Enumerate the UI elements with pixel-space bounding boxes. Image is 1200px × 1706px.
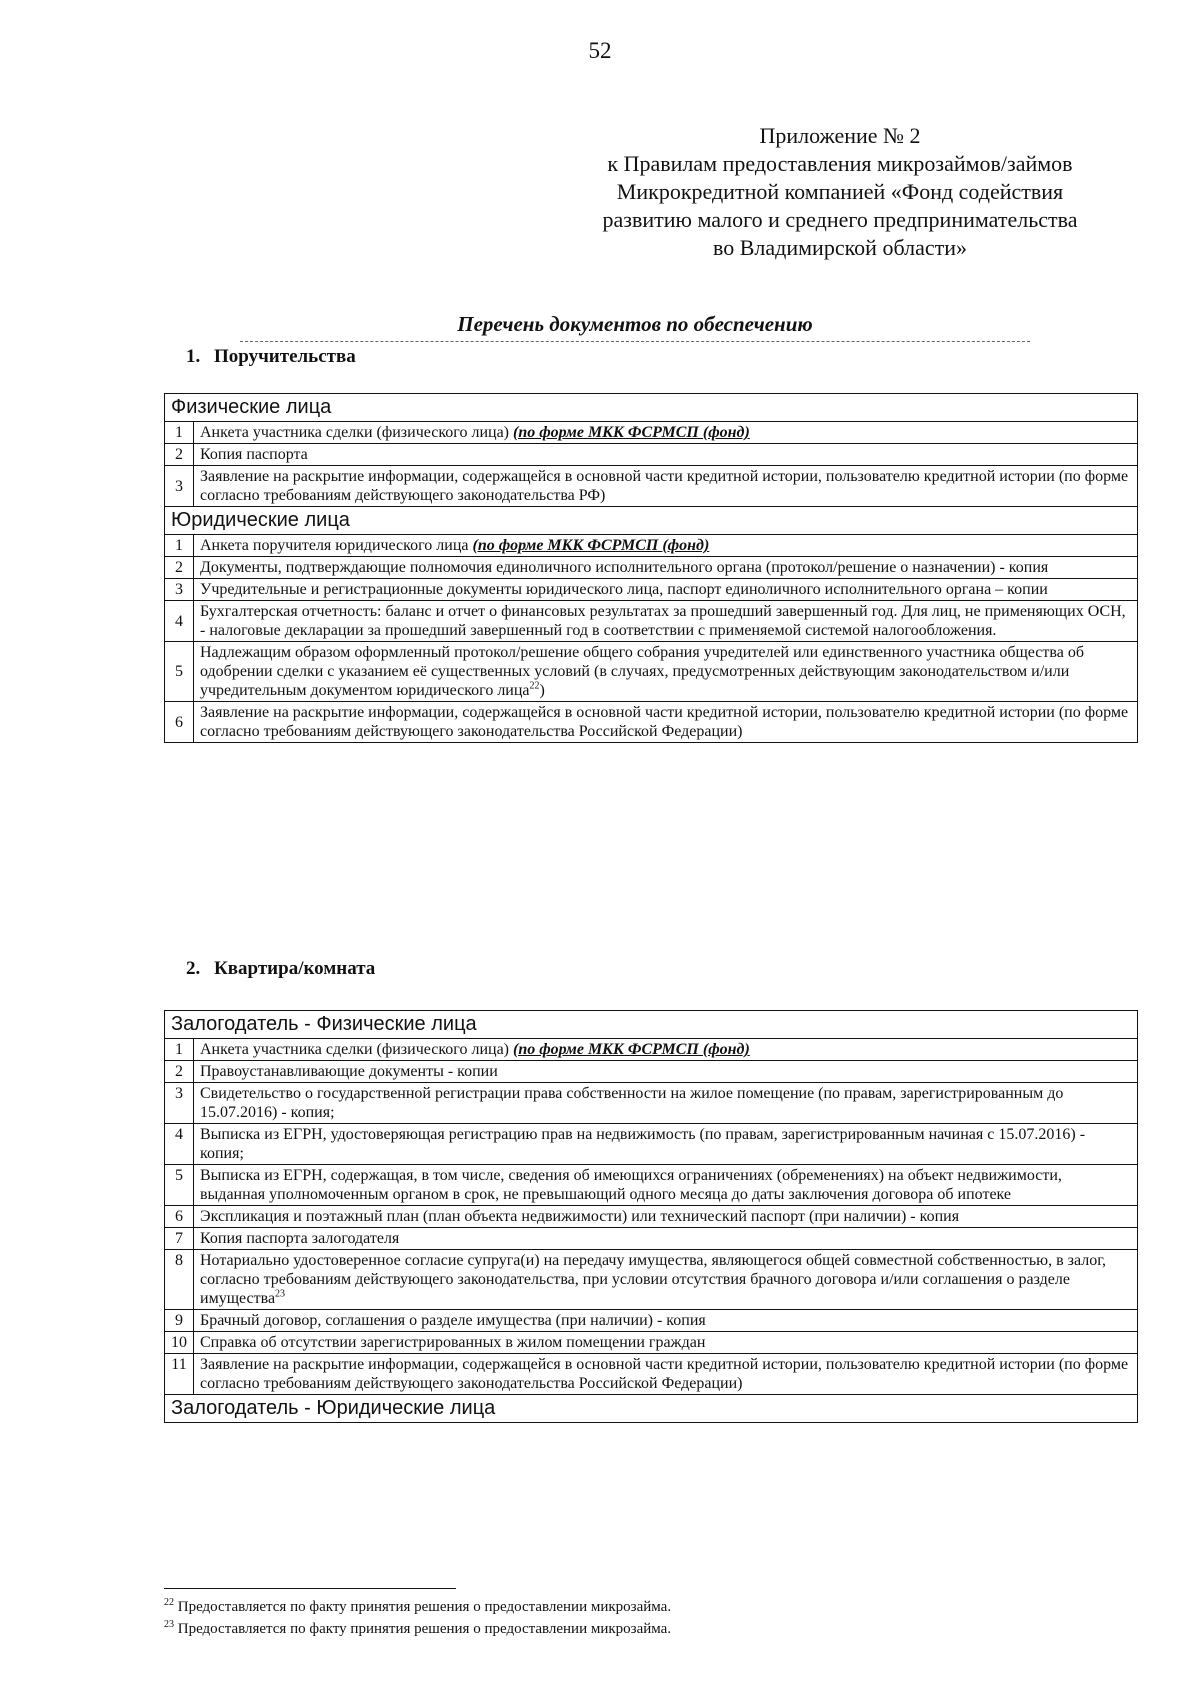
row-number: 3 — [165, 466, 194, 507]
row-number: 2 — [165, 444, 194, 466]
row-number: 6 — [165, 702, 194, 743]
footnote-divider — [164, 1588, 456, 1589]
footnote-ref: 23 — [275, 1288, 286, 1300]
table-row — [165, 1332, 1138, 1354]
table-row — [165, 535, 1138, 557]
group-label: Залогодатель - Физические лица — [165, 1011, 1138, 1039]
table-row — [165, 1083, 1138, 1124]
footnote-ref: 22 — [529, 680, 540, 692]
row-number: 1 — [165, 535, 194, 557]
row-number: 3 — [165, 1083, 194, 1124]
appendix-header — [560, 122, 1120, 262]
table-row — [165, 1250, 1138, 1310]
footnote-number: 22 — [164, 1597, 174, 1608]
row-text-plain: Анкета поручителя юридического лица — [200, 537, 473, 554]
table-row — [165, 1228, 1138, 1250]
row-text-form-note: (по форме МКК ФСРМСП (фонд) — [472, 537, 710, 554]
row-number: 1 — [165, 1039, 194, 1061]
row-text: Документы, подтверждающие полномочия единоличного исполнительного органа (протокол/решение о назначении) - копия — [194, 557, 1138, 579]
footnote-text: Предоставляется по факту принятия решения о предоставлении микрозайма. — [177, 1621, 672, 1637]
table-row — [165, 1124, 1138, 1165]
row-text: Бухгалтерская отчетность: баланс и отчет о финансовых результатах за прошедший завершенный год. Для лиц, не применяющих ОСН, - налоговые декларации за прошедший завершенный год в соответствии с применяемой системой налогообложения. — [194, 601, 1138, 642]
table-row — [165, 1310, 1138, 1332]
section-heading-guarantees — [186, 346, 356, 368]
table-row — [165, 601, 1138, 642]
row-number: 2 — [165, 1061, 194, 1083]
appendix-line: во Владимирской области» — [713, 235, 967, 260]
table-row — [165, 444, 1138, 466]
appendix-line: развитию малого и среднего предпринимательства — [602, 207, 1078, 232]
row-text-plain: Анкета участника сделки (физического лица) — [200, 424, 513, 441]
group-label: Физические лица — [165, 394, 1138, 422]
table-row — [165, 466, 1138, 507]
group-row — [165, 1011, 1138, 1039]
appendix-line: Приложение № 2 — [759, 123, 921, 148]
appendix-line: Микрокредитной компанией «Фонд содействия — [616, 179, 1064, 204]
group-row — [165, 1395, 1138, 1423]
row-text: Заявление на раскрытие информации, содержащейся в основной части кредитной истории, пользователю кредитной истории (по форме согласно требованиям действующего законодательства Российской Федерации) — [194, 702, 1138, 743]
guarantees-table — [164, 393, 1138, 743]
section-heading-apartment — [186, 958, 375, 980]
table-row — [165, 1039, 1138, 1061]
row-text-form-note: (по форме МКК ФСРМСП (фонд) — [513, 424, 750, 441]
table-row — [165, 579, 1138, 601]
row-text — [194, 422, 1138, 444]
row-text-plain: Анкета участника сделки (физического лица) — [200, 1041, 513, 1058]
row-text: Свидетельство о государственной регистрации права собственности на жилое помещение (по правам, зарегистрированным до 15.07.2016) - копия; — [194, 1083, 1138, 1124]
table-row — [165, 1165, 1138, 1206]
table-row — [165, 557, 1138, 579]
row-text — [194, 1039, 1138, 1061]
group-label: Залогодатель - Юридические лица — [165, 1395, 1138, 1423]
table-row — [165, 1354, 1138, 1395]
row-text — [194, 1250, 1138, 1310]
footnote-text: Предоставляется по факту принятия решения о предоставлении микрозайма. — [177, 1599, 672, 1615]
row-text: Заявление на раскрытие информации, содержащейся в основной части кредитной истории, пользователю кредитной истории (по форме согласно требованиям действующего законодательства РФ) — [194, 466, 1138, 507]
footnote-number: 23 — [164, 1619, 174, 1630]
section-title: Квартира/комната — [214, 958, 376, 979]
table-row — [165, 1061, 1138, 1083]
footnote — [164, 1618, 671, 1640]
section-number: 2. — [186, 958, 201, 979]
row-text: Брачный договор, соглашения о разделе имущества (при наличии) - копия — [194, 1310, 1138, 1332]
row-text: Справка об отсутствии зарегистрированных в жилом помещении граждан — [194, 1332, 1138, 1354]
row-number: 11 — [165, 1354, 194, 1395]
row-text: Экспликация и поэтажный план (план объекта недвижимости) или технический паспорт (при наличии) - копия — [194, 1206, 1138, 1228]
row-text: Выписка из ЕГРН, удостоверяющая регистрацию прав на недвижимость (по правам, зарегистрированным начиная с 15.07.2016) - копия; — [194, 1124, 1138, 1165]
footnotes — [164, 1596, 671, 1640]
table-row — [165, 422, 1138, 444]
row-number: 5 — [165, 1165, 194, 1206]
row-text-plain: Надлежащим образом оформленный протокол/решение общего собрания учредителей или единственного участника общества об одобрении сделки с указанием её существенных условий (в случаях, предусмотренных действующим законодательством и/или учредительным документом юридического лица — [200, 644, 1084, 699]
row-text: Копия паспорта залогодателя — [194, 1228, 1138, 1250]
group-row — [165, 394, 1138, 422]
row-text: Учредительные и регистрационные документы юридического лица, паспорт единоличного исполнительного органа – копии — [194, 579, 1138, 601]
table-row — [165, 1206, 1138, 1228]
document-title: Перечень документов по обеспечению — [240, 312, 1030, 342]
section-title: Поручительства — [214, 346, 356, 367]
row-text — [194, 642, 1138, 702]
row-text: Заявление на раскрытие информации, содержащейся в основной части кредитной истории, пользователю кредитной истории (по форме согласно требованиям действующего законодательства Российской Федерации) — [194, 1354, 1138, 1395]
section-number: 1. — [186, 346, 201, 367]
row-text-plain: Нотариально удостоверенное согласие супруга(и) на передачу имущества, являющегося общей совместной собственностью, в залог, согласно требованиям действующего законодательства, при условии отсутствия брачного договора и/или соглашения о разделе имущества — [200, 1252, 1106, 1307]
footnote — [164, 1596, 671, 1618]
table-row — [165, 702, 1138, 743]
row-text: Выписка из ЕГРН, содержащая, в том числе, сведения об имеющихся ограничениях (обременениях) на объект недвижимости, выданная уполномоченным органом в срок, не превышающий одного месяца до даты заключения договора об ипотеке — [194, 1165, 1138, 1206]
appendix-line: к Правилам предоставления микрозаймов/займов — [607, 151, 1073, 176]
row-number: 10 — [165, 1332, 194, 1354]
row-number: 4 — [165, 601, 194, 642]
row-number: 5 — [165, 642, 194, 702]
row-text-form-note: (по форме МКК ФСРМСП (фонд) — [513, 1041, 750, 1058]
table-row — [165, 642, 1138, 702]
page-number: 52 — [588, 38, 612, 63]
row-text: Копия паспорта — [194, 444, 1138, 466]
row-number: 4 — [165, 1124, 194, 1165]
group-row — [165, 507, 1138, 535]
row-text — [194, 535, 1138, 557]
row-number: 9 — [165, 1310, 194, 1332]
row-number: 8 — [165, 1250, 194, 1310]
group-label: Юридические лица — [165, 507, 1138, 535]
row-text-closing: ) — [539, 682, 545, 699]
row-number: 3 — [165, 579, 194, 601]
row-number: 1 — [165, 422, 194, 444]
row-number: 7 — [165, 1228, 194, 1250]
row-number: 2 — [165, 557, 194, 579]
apartment-pledge-table — [164, 1010, 1138, 1423]
row-text: Правоустанавливающие документы - копии — [194, 1061, 1138, 1083]
row-number: 6 — [165, 1206, 194, 1228]
